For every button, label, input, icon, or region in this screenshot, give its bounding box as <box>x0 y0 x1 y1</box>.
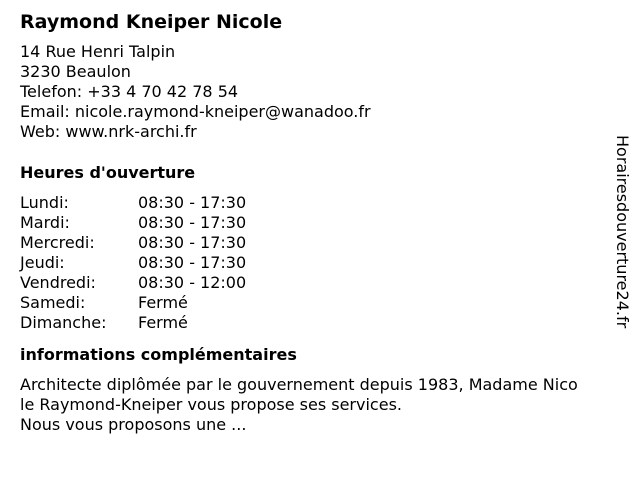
business-card <box>20 10 605 435</box>
web-label: Web: <box>20 122 61 141</box>
info-text-line: Architecte diplômée par le gouvernement depuis 1983, Madame Nico <box>20 375 578 394</box>
hours-row-sunday <box>20 313 605 333</box>
address-street: 14 Rue Henri Talpin <box>20 42 176 61</box>
hours-day: Lundi: <box>20 193 69 212</box>
additional-info-heading: informations complémentaires <box>20 345 297 364</box>
hours-day: Vendredi: <box>20 273 96 292</box>
hours-row-saturday <box>20 293 605 313</box>
hours-row-friday <box>20 273 605 293</box>
hours-time: 08:30 - 17:30 <box>138 193 247 212</box>
info-text-line: Nous vous proposons une ... <box>20 415 247 434</box>
web-line <box>20 122 605 142</box>
hours-row-thursday <box>20 253 605 273</box>
info-text-line: le Raymond-Kneiper vous propose ses services. <box>20 395 402 414</box>
email-label: Email: <box>20 102 70 121</box>
address-city: 3230 Beaulon <box>20 62 131 81</box>
hours-day: Mardi: <box>20 213 70 232</box>
hours-day: Jeudi: <box>20 253 65 272</box>
hours-day: Mercredi: <box>20 233 95 252</box>
hours-row-wednesday <box>20 233 605 253</box>
hours-time: 08:30 - 17:30 <box>138 253 247 272</box>
phone-number[interactable]: +33 4 70 42 78 54 <box>87 82 239 101</box>
site-watermark[interactable]: Horairesdouverture24.fr <box>613 135 632 329</box>
hours-day: Dimanche: <box>20 313 107 332</box>
web-link[interactable]: www.nrk-archi.fr <box>65 122 197 141</box>
hours-row-monday <box>20 193 605 213</box>
additional-info-text <box>20 375 605 435</box>
hours-day: Samedi: <box>20 293 86 312</box>
hours-time: 08:30 - 12:00 <box>138 273 247 292</box>
opening-hours-heading: Heures d'ouverture <box>20 163 196 182</box>
hours-time: Fermé <box>138 293 188 312</box>
hours-time: 08:30 - 17:30 <box>138 213 247 232</box>
hours-row-tuesday <box>20 213 605 233</box>
email-line <box>20 102 605 122</box>
hours-time: Fermé <box>138 313 188 332</box>
business-name: Raymond Kneiper Nicole <box>20 11 283 33</box>
opening-hours-table <box>20 193 605 333</box>
phone-line <box>20 82 605 102</box>
email-address[interactable]: nicole.raymond-kneiper@wanadoo.fr <box>74 102 371 121</box>
hours-time: 08:30 - 17:30 <box>138 233 247 252</box>
phone-label: Telefon: <box>20 82 83 101</box>
